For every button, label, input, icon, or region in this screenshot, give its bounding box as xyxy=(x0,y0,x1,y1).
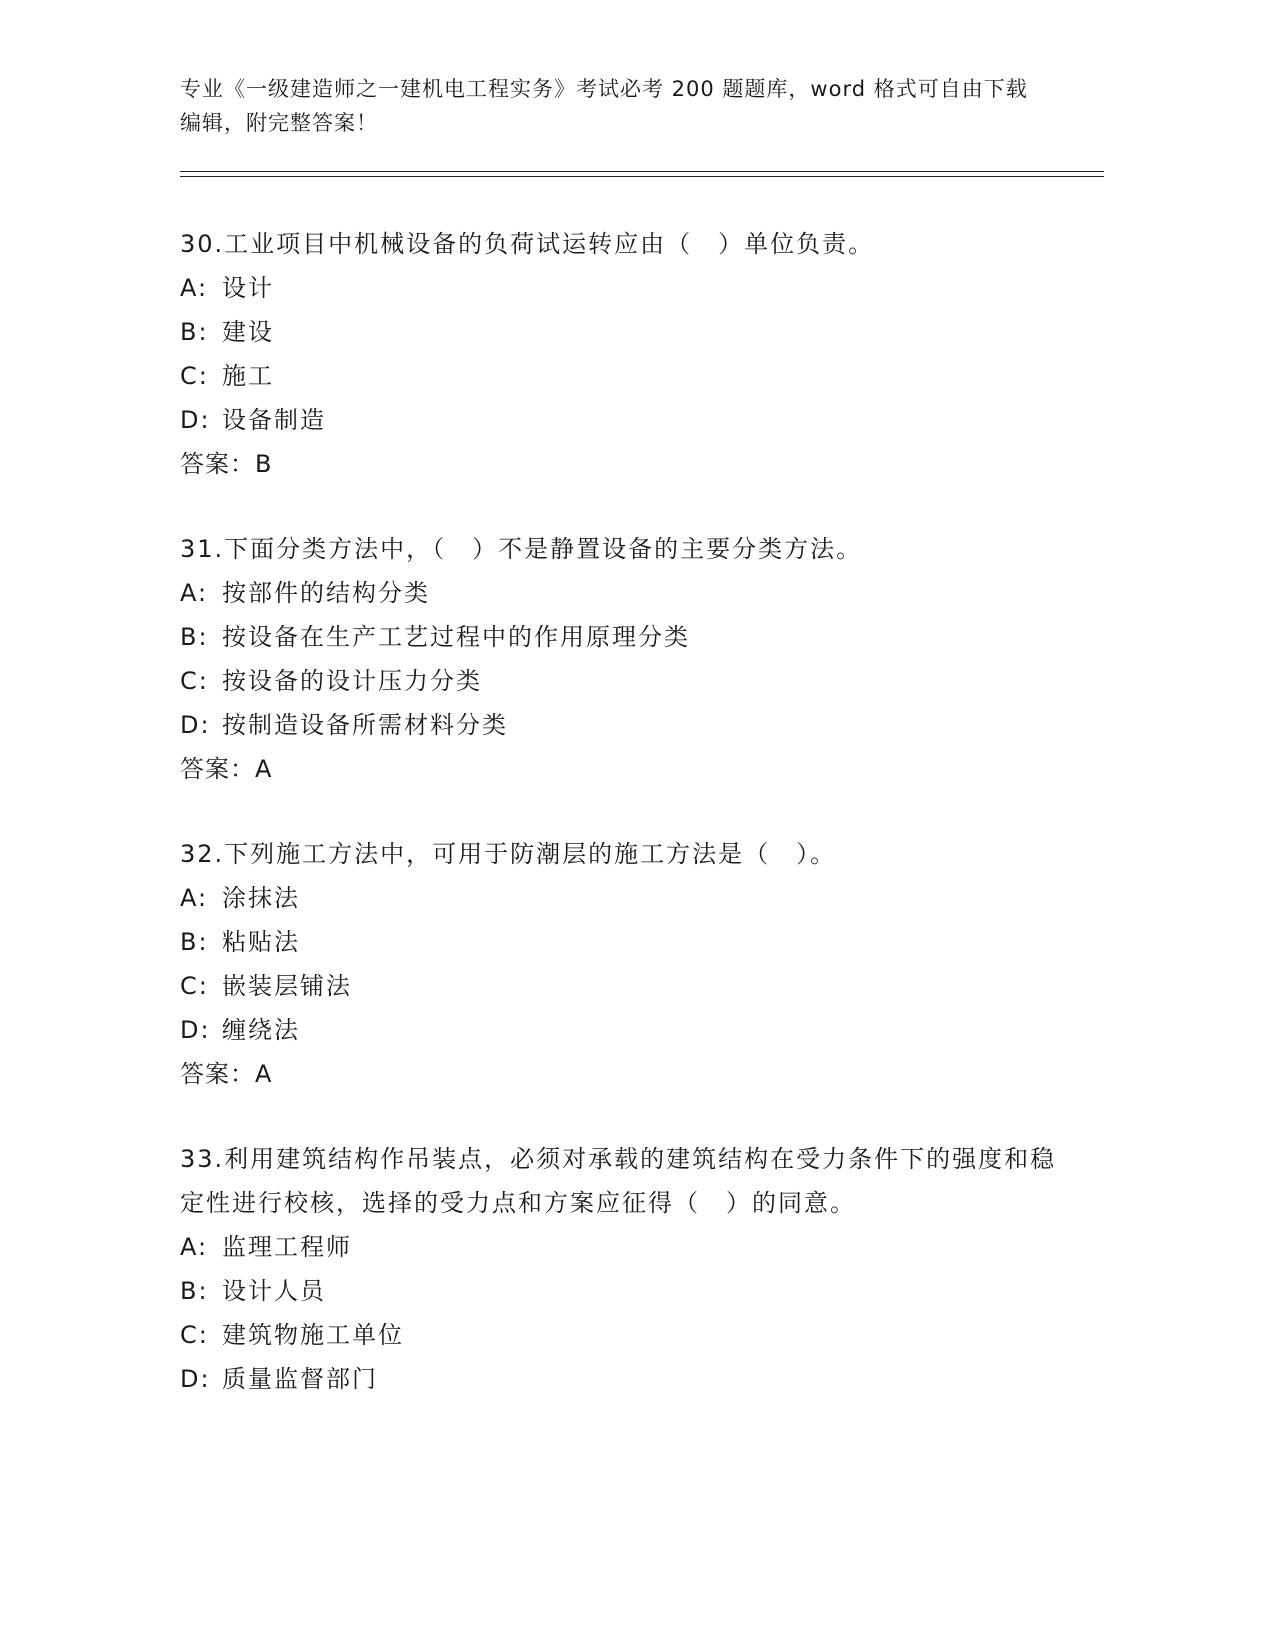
question-30 xyxy=(180,222,1060,486)
document-header: 专业《一级建造师之一建机电工程实务》考试必考 200 题题库，word 格式可自由下载编辑，附完整答案！ xyxy=(180,77,1028,135)
option-c xyxy=(180,659,1060,703)
option-letter: C: xyxy=(180,667,209,695)
option-a xyxy=(180,571,1060,615)
option-letter: D: xyxy=(180,1365,211,1393)
option-letter: A: xyxy=(180,274,209,302)
option-letter: D: xyxy=(180,406,211,434)
question-33 xyxy=(180,1137,1060,1401)
option-b xyxy=(180,615,1060,659)
option-text: 按设备的设计压力分类 xyxy=(222,667,482,695)
option-a xyxy=(180,876,1060,920)
question-31 xyxy=(180,527,1060,791)
question-stem: 31.下面分类方法中，（ ）不是静置设备的主要分类方法。 xyxy=(180,535,863,563)
answer-line: 答案：A xyxy=(180,1060,273,1088)
question-stem: 30.工业项目中机械设备的负荷试运转应由（ ）单位负责。 xyxy=(180,230,875,258)
option-letter: B: xyxy=(180,928,209,956)
option-text: 按部件的结构分类 xyxy=(222,579,430,607)
question-stem: 32.下列施工方法中，可用于防潮层的施工方法是（ ）。 xyxy=(180,840,837,868)
option-text: 建筑物施工单位 xyxy=(222,1321,404,1349)
header-divider-top xyxy=(180,171,1104,172)
option-letter: A: xyxy=(180,579,209,607)
option-text: 按制造设备所需材料分类 xyxy=(222,711,508,739)
option-a xyxy=(180,1225,1060,1269)
option-text: 粘贴法 xyxy=(222,928,300,956)
answer-line: 答案：A xyxy=(180,755,273,783)
option-text: 施工 xyxy=(222,362,274,390)
option-d xyxy=(180,1008,1060,1052)
option-text: 涂抹法 xyxy=(222,884,300,912)
option-text: 设计人员 xyxy=(222,1277,326,1305)
option-b xyxy=(180,1269,1060,1313)
option-letter: C: xyxy=(180,1321,209,1349)
option-letter: C: xyxy=(180,362,209,390)
option-d xyxy=(180,398,1060,442)
option-d xyxy=(180,703,1060,747)
option-text: 按设备在生产工艺过程中的作用原理分类 xyxy=(222,623,690,651)
option-text: 设备制造 xyxy=(222,406,326,434)
option-text: 嵌装层铺法 xyxy=(222,972,352,1000)
header-divider-bottom xyxy=(180,176,1104,177)
option-c xyxy=(180,964,1060,1008)
option-c xyxy=(180,1313,1060,1357)
option-letter: D: xyxy=(180,1016,211,1044)
option-letter: B: xyxy=(180,623,209,651)
option-b xyxy=(180,920,1060,964)
option-d xyxy=(180,1357,1060,1401)
option-letter: C: xyxy=(180,972,209,1000)
option-b xyxy=(180,310,1060,354)
option-c xyxy=(180,354,1060,398)
option-text: 缠绕法 xyxy=(222,1016,300,1044)
option-text: 设计 xyxy=(222,274,274,302)
option-letter: D: xyxy=(180,711,211,739)
option-letter: B: xyxy=(180,318,209,346)
option-text: 监理工程师 xyxy=(222,1233,352,1261)
option-a xyxy=(180,266,1060,310)
option-letter: B: xyxy=(180,1277,209,1305)
answer-line: 答案：B xyxy=(180,450,273,478)
question-32 xyxy=(180,832,1060,1096)
option-text: 建设 xyxy=(222,318,274,346)
option-letter: A: xyxy=(180,1233,209,1261)
option-letter: A: xyxy=(180,884,209,912)
option-text: 质量监督部门 xyxy=(222,1365,378,1393)
question-stem: 33.利用建筑结构作吊装点，必须对承载的建筑结构在受力条件下的强度和稳定性进行校核，选择的受力点和方案应征得（ ）的同意。 xyxy=(180,1145,1057,1217)
